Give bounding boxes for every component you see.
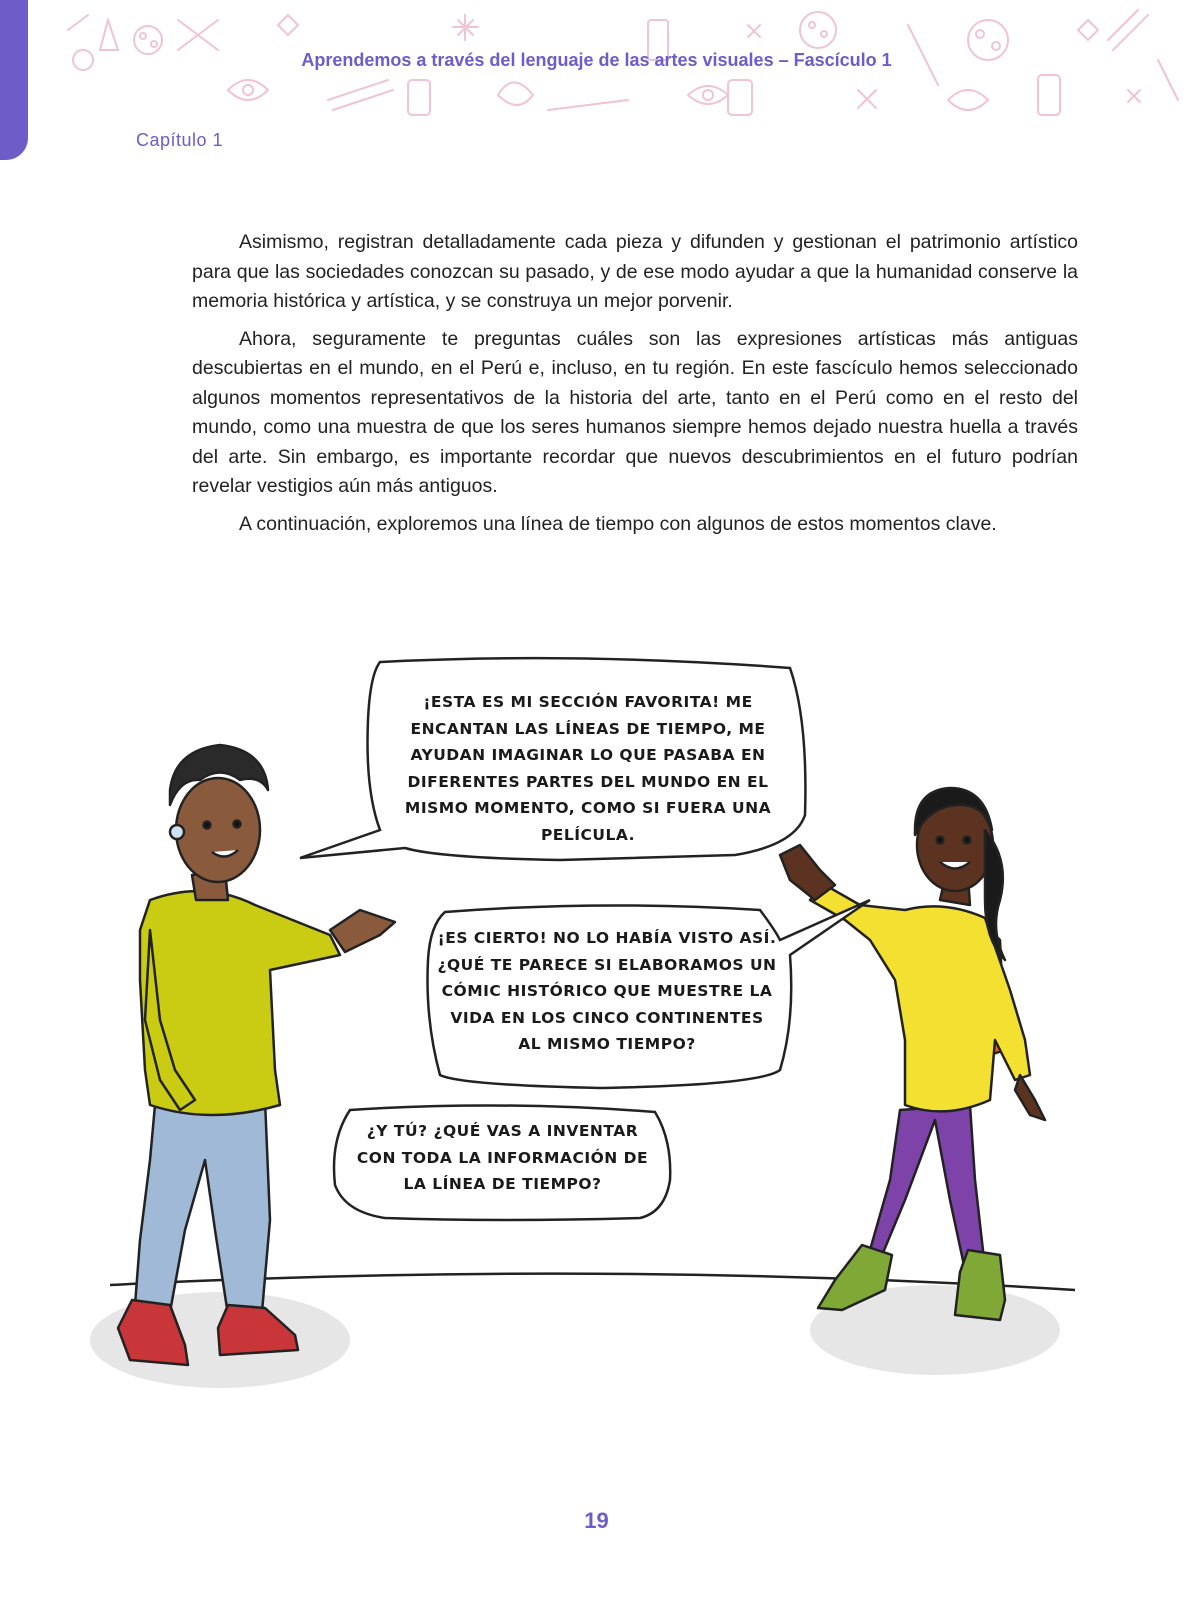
paragraph: Asimismo, registran detalladamente cada pieza y difunden y gestionan el patrimonio artístico para que las sociedades conozcan su pasado, y de ese modo ayudar a que la humanidad conserve la memoria histórica y artística, y se construya un mejor porvenir. (192, 231, 1078, 312)
page-number: 19 (584, 1508, 609, 1533)
chapter-label: Capítulo 1 (136, 130, 224, 150)
speech-bubble-2-text: ¡ES CIERTO! NO LO HABÍA VISTO ASÍ. ¿QUÉ TE PARECE SI ELABORAMOS UN CÓMIC HISTÓRICO QUE MUESTRE LA VIDA EN LOS CINCO CONTINENTES AL MISMO TIEMPO? (437, 929, 777, 1053)
speech-bubble-1-text: ¡ESTA ES MI SECCIÓN FAVORITA! ME ENCANTAN LAS LÍNEAS DE TIEMPO, ME AYUDAN IMAGINAR LO QUE PASABA EN DIFERENTES PARTES DEL MUNDO EN EL MISMO MOMENTO, COMO SI FUERA UNA PELÍCULA. (404, 693, 772, 844)
speech-bubble-3-text: ¿Y TÚ? ¿QUÉ VAS A INVENTAR CON TODA LA INFORMACIÓN DE LA LÍNEA DE TIEMPO? (356, 1122, 649, 1193)
paragraph: Ahora, seguramente te preguntas cuáles son las expresiones artísticas más antiguas descubiertas en el mundo, en el Perú e, incluso, en tu región. En este fascículo hemos seleccionado algunos momentos representativos de la historia del arte, tanto en el Perú como en el resto del mundo, como una muestra de que los seres humanos siempre hemos dejado nuestra huella a través del arte. Sin embargo, es importante recordar que nuevos descubrimientos en el futuro podrían revelar vestigios aún más antiguos. (192, 327, 1078, 497)
paragraph: A continuación, exploremos una línea de tiempo con algunos de estos momentos clave. (239, 512, 997, 535)
side-tab (0, 0, 28, 160)
body-text (192, 228, 1078, 547)
girl-figure (780, 788, 1045, 1320)
header-title: Aprendemos a través del lenguaje de las artes visuales – Fascículo 1 (301, 50, 892, 70)
